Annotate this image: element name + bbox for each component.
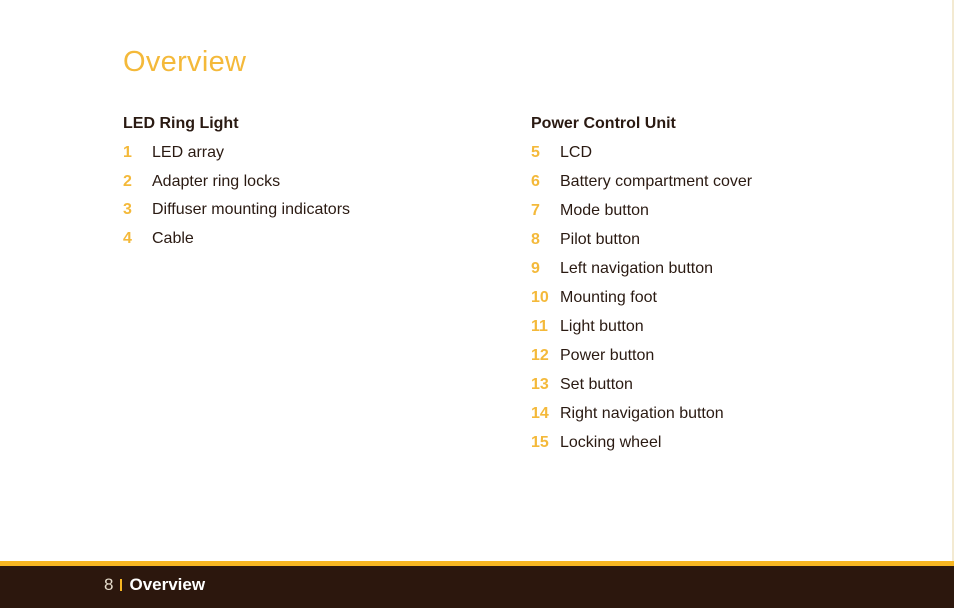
item-label: Left navigation button [560, 260, 714, 277]
item-label: Locking wheel [560, 434, 662, 451]
list-item [531, 399, 911, 428]
item-label: Mounting foot [560, 289, 657, 306]
list-item [123, 224, 503, 253]
item-number: 1 [123, 144, 132, 161]
list-item [531, 167, 911, 196]
item-number: 6 [531, 173, 540, 190]
item-label: Adapter ring locks [152, 172, 281, 190]
item-number: 8 [531, 231, 540, 248]
list-item [123, 167, 503, 196]
item-label: Battery compartment cover [560, 173, 753, 190]
item-number: 7 [531, 202, 540, 219]
list-item [123, 195, 503, 224]
item-label: Set button [560, 376, 633, 393]
item-number: 2 [123, 172, 132, 190]
item-number: 13 [531, 376, 549, 393]
section-heading: Power Control Unit [531, 115, 676, 132]
item-label: Cable [152, 230, 194, 248]
item-number: 9 [531, 260, 540, 277]
item-label: LED array [152, 144, 225, 161]
list-item [531, 196, 911, 225]
list-item [531, 225, 911, 254]
footer-content [104, 574, 205, 596]
list-item [531, 312, 911, 341]
section-led-ring-light [123, 113, 503, 253]
item-label: Pilot button [560, 231, 641, 248]
item-number: 4 [123, 230, 132, 248]
item-label: Right navigation button [560, 405, 724, 422]
list-item [531, 341, 911, 370]
item-number: 5 [531, 144, 540, 161]
footer-section-title: Overview [129, 575, 206, 594]
footer-separator [120, 579, 122, 591]
page-number: 8 [104, 575, 114, 594]
list-item [531, 138, 911, 167]
item-number: 11 [531, 318, 548, 335]
list-item [531, 428, 911, 457]
list-item [531, 370, 911, 399]
item-label: Power button [560, 347, 655, 364]
item-number: 10 [531, 289, 549, 306]
item-label: Diffuser mounting indicators [152, 201, 351, 219]
item-number: 12 [531, 347, 549, 364]
item-label: Mode button [560, 202, 649, 219]
item-number: 14 [531, 405, 549, 422]
list-item [123, 138, 503, 167]
section-power-control-unit [531, 113, 911, 457]
item-label: Light button [560, 318, 644, 335]
item-label: LCD [560, 144, 593, 161]
list-item [531, 283, 911, 312]
page-title: Overview [123, 46, 247, 78]
page-footer [0, 566, 954, 608]
section-heading: LED Ring Light [123, 115, 239, 132]
item-number: 15 [531, 434, 549, 451]
item-number: 3 [123, 201, 132, 219]
list-item [531, 254, 911, 283]
